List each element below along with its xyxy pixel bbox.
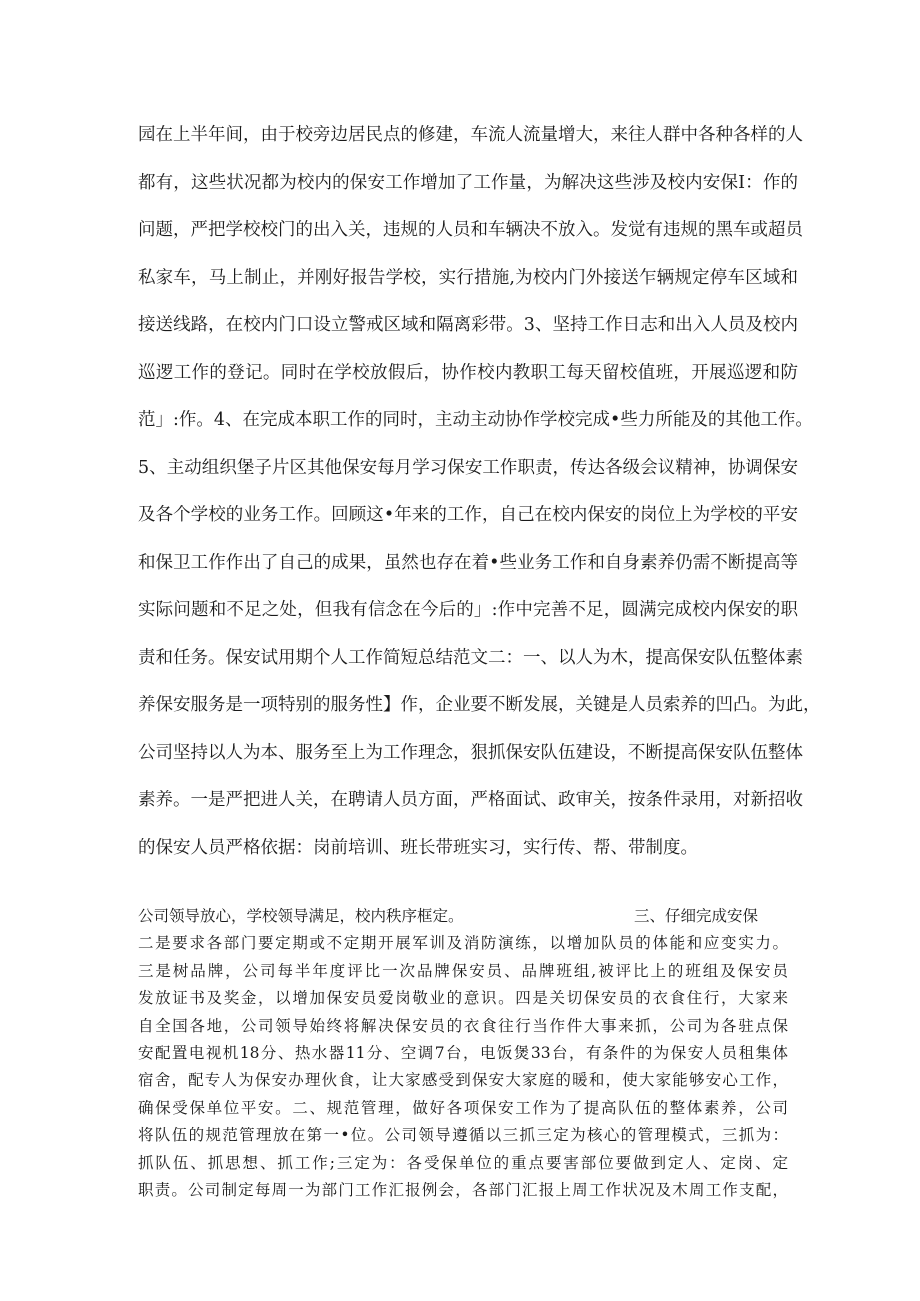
text-line: 责和任务。保安试用期个人工作简短总结范文二：一、以人为木，提高保安队伍整体素 xyxy=(138,647,803,668)
upper-paragraph xyxy=(138,112,821,872)
text-line: 私家车，马上制止，并刚好报告学校，实行措施,为校内门外接送乍辆规定停车区域和 xyxy=(138,267,798,288)
text-line: 自全国各地，公司领导始终将解决保安员的衣食往行当作件大事来抓，公司为各驻点保 xyxy=(138,1016,788,1035)
text-line: 宿舍，配专人为保安办理伙食，让大家感受到保安大家庭的暖和，使大家能够安心工作， xyxy=(138,1071,788,1090)
text-line: 实际问题和不足之处，但我有信念在今后的」:作中完善不足，圆满完成校内保安的职 xyxy=(138,600,798,620)
text-line: 和保卫工作作出了自己的成果，虽然也存在着•些业务工作和自身素养仍需不断提高等 xyxy=(138,552,798,573)
text-line: 职责。公司制定每周一为部门工作汇报例会，各部门汇报上周工作状况及木周工作支配， xyxy=(138,1180,788,1199)
text-line: 及各个学校的业务工作。回顾这•年来的工作，自己在校内保安的岗位上为学校的平安 xyxy=(138,505,798,525)
text-line: 养保安服务是一项特别的服务性】作，企业要不断发展，关键是人员索养的凹凸。为此， xyxy=(138,695,821,715)
text-line: 巡逻工作的登记。同时在学校放假后，协作校内教职工每天留校值班，开展巡逻和防 xyxy=(138,362,798,383)
text-line: 问题，严把学校校门的出入关，违规的人员和车辆决不放入。发觉有违规的黑车或超员 xyxy=(138,220,803,240)
text-line: 5、主动组织堡子片区其他保安每月学习保安工作职责，传达各级会议精神，协调保安 xyxy=(138,457,798,478)
text-line: 接送线路，在校内门口设立警戒区域和隔离彩带。3、坚持工作日志和出入人员及校内 xyxy=(138,315,798,335)
text-line: 三是树品牌，公司每半年度评比一次品牌保安员、品牌班组,被评比上的班组及保安员 xyxy=(138,961,788,980)
text-line: 确保受保单位平安。二、规范管理，做好各项保安工作为了提高队伍的整体素养，公司 xyxy=(138,1098,788,1117)
text-line: 素养。一是严把进人关，在聘请人员方面，严格面试、政审关，按条件录用，对新招收 xyxy=(138,790,803,810)
text-line: 范」:作。4、在完成本职工作的同时，主动主动协作学校完成•些力所能及的其他工作。 xyxy=(138,410,813,430)
lower-paragraph xyxy=(138,903,788,1204)
text-line: 抓队伍、抓思想、抓工作;三定为：各受保单位的重点要害部位要做到定人、定岗、定 xyxy=(138,1153,788,1172)
text-line: 安配置电视机18分、热水器11分、空调7台，电饭煲33台，有条件的为保安人员租集体 xyxy=(138,1043,788,1062)
text-line: 发放证书及奖金，以增加保安员爱岗敬业的意识。四是关切保安员的衣食住行，大家来 xyxy=(138,989,788,1008)
text-line-left: 公司领导放心，学校领导满足，校内秩序框定。 xyxy=(138,907,464,925)
text-line-right: 三、仔细完成安保 xyxy=(633,907,758,925)
text-line: 二是要求各部门要定期或不定期开展军训及消防演练，以增加队员的体能和应变实力。 xyxy=(138,934,788,953)
text-line: 都有，这些状况都为校内的保安工作增加了工作量，为解决这些涉及校内安保I：作的 xyxy=(138,172,798,193)
text-line: 园在上半年间，由于校旁边居民点的修建，车流人流量增大，来往人群中各种各样的人 xyxy=(138,125,803,145)
text-line xyxy=(138,903,788,930)
text-line: 公司坚持以人为本、服务至上为工作理念，狠抓保安队伍建设，不断提高保安队伍整体 xyxy=(138,742,803,763)
text-line: 的保安人员严格依据：岗前培训、班长带班实习，实行传、帮、带制度。 xyxy=(138,837,698,858)
text-line: 将队伍的规范管理放在第一•位。公司领导遵循以三抓三定为核心的管理模式，三抓为： xyxy=(138,1126,788,1145)
